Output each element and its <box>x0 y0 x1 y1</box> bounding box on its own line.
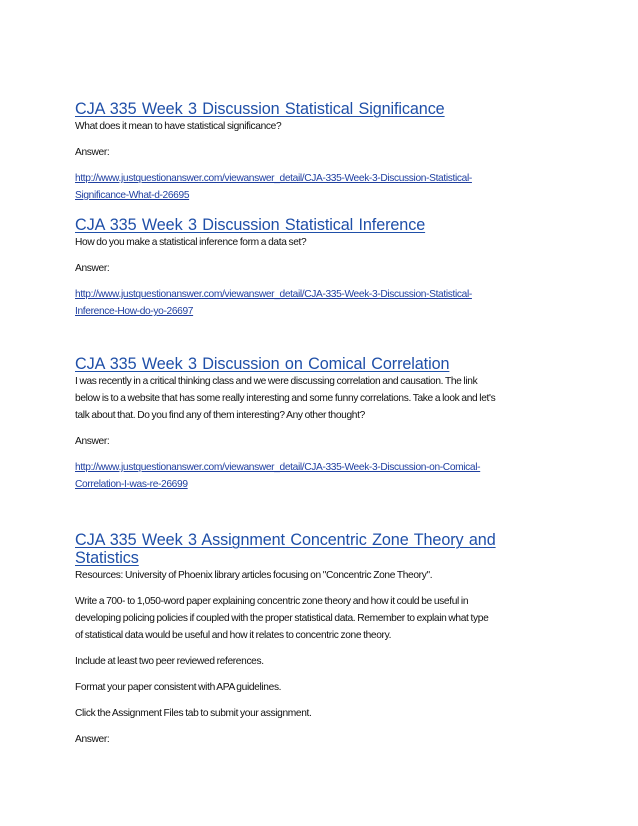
answer-link[interactable] <box>75 459 555 493</box>
answer-link-line1[interactable]: http://www.justquestionanswer.com/viewanswer_detail/CJA-335-Week-3-Discussion-Statistical- <box>75 289 472 300</box>
answer-link-line1[interactable]: http://www.justquestionanswer.com/viewanswer_detail/CJA-335-Week-3-Discussion-Statistical- <box>75 173 472 184</box>
section-title[interactable]: CJA 335 Week 3 Discussion on Comical Correlation <box>75 355 450 373</box>
section-title-line1[interactable]: CJA 335 Week 3 Assignment Concentric Zone Theory and <box>75 531 496 549</box>
answer-label: Answer: <box>75 734 110 745</box>
format-requirement: Format your paper consistent with APA guidelines. <box>75 682 282 693</box>
question-text: How do you make a statistical inference form a data set? <box>75 237 307 248</box>
answer-label: Answer: <box>75 263 110 274</box>
question-text: What does it mean to have statistical significance? <box>75 121 282 132</box>
instruction-line: developing policing policies if coupled with the proper statistical data. Remember to explain what type <box>75 613 489 624</box>
question-line: I was recently in a critical thinking class and we were discussing correlation and causation. The link <box>75 376 478 387</box>
submission-instruction: Click the Assignment Files tab to submit your assignment. <box>75 708 312 719</box>
question-line: below is to a website that has some really interesting and some funny correlations. Take a look and let's <box>75 393 496 404</box>
answer-link[interactable] <box>75 170 555 204</box>
answer-link[interactable] <box>75 286 555 320</box>
section-statistical-significance <box>75 100 555 204</box>
answer-link-line2[interactable]: Correlation-I-was-re-26699 <box>75 479 188 490</box>
question-line: talk about that. Do you find any of them interesting? Any other thought? <box>75 410 365 421</box>
section-title-line2[interactable]: Statistics <box>75 549 139 567</box>
answer-link-line1[interactable]: http://www.justquestionanswer.com/viewanswer_detail/CJA-335-Week-3-Discussion-on-Comical- <box>75 462 481 473</box>
assignment-instructions <box>75 593 555 644</box>
section-comical-correlation <box>75 355 555 493</box>
answer-link-line2[interactable]: Inference-How-do-yo-26697 <box>75 306 194 317</box>
answer-label: Answer: <box>75 436 110 447</box>
answer-label: Answer: <box>75 147 110 158</box>
section-title[interactable]: CJA 335 Week 3 Discussion Statistical Significance <box>75 100 445 118</box>
resources-text: Resources: University of Phoenix library articles focusing on "Concentric Zone Theory". <box>75 570 433 581</box>
answer-link-line2[interactable]: Significance-What-d-26695 <box>75 190 190 201</box>
section-concentric-zone-assignment <box>75 531 555 748</box>
section-title[interactable]: CJA 335 Week 3 Discussion Statistical Inference <box>75 216 426 234</box>
instruction-line: of statistical data would be useful and how it relates to concentric zone theory. <box>75 630 392 641</box>
references-requirement: Include at least two peer reviewed references. <box>75 656 264 667</box>
section-statistical-inference <box>75 216 555 320</box>
instruction-line: Write a 700- to 1,050-word paper explaining concentric zone theory and how it could be useful in <box>75 596 469 607</box>
